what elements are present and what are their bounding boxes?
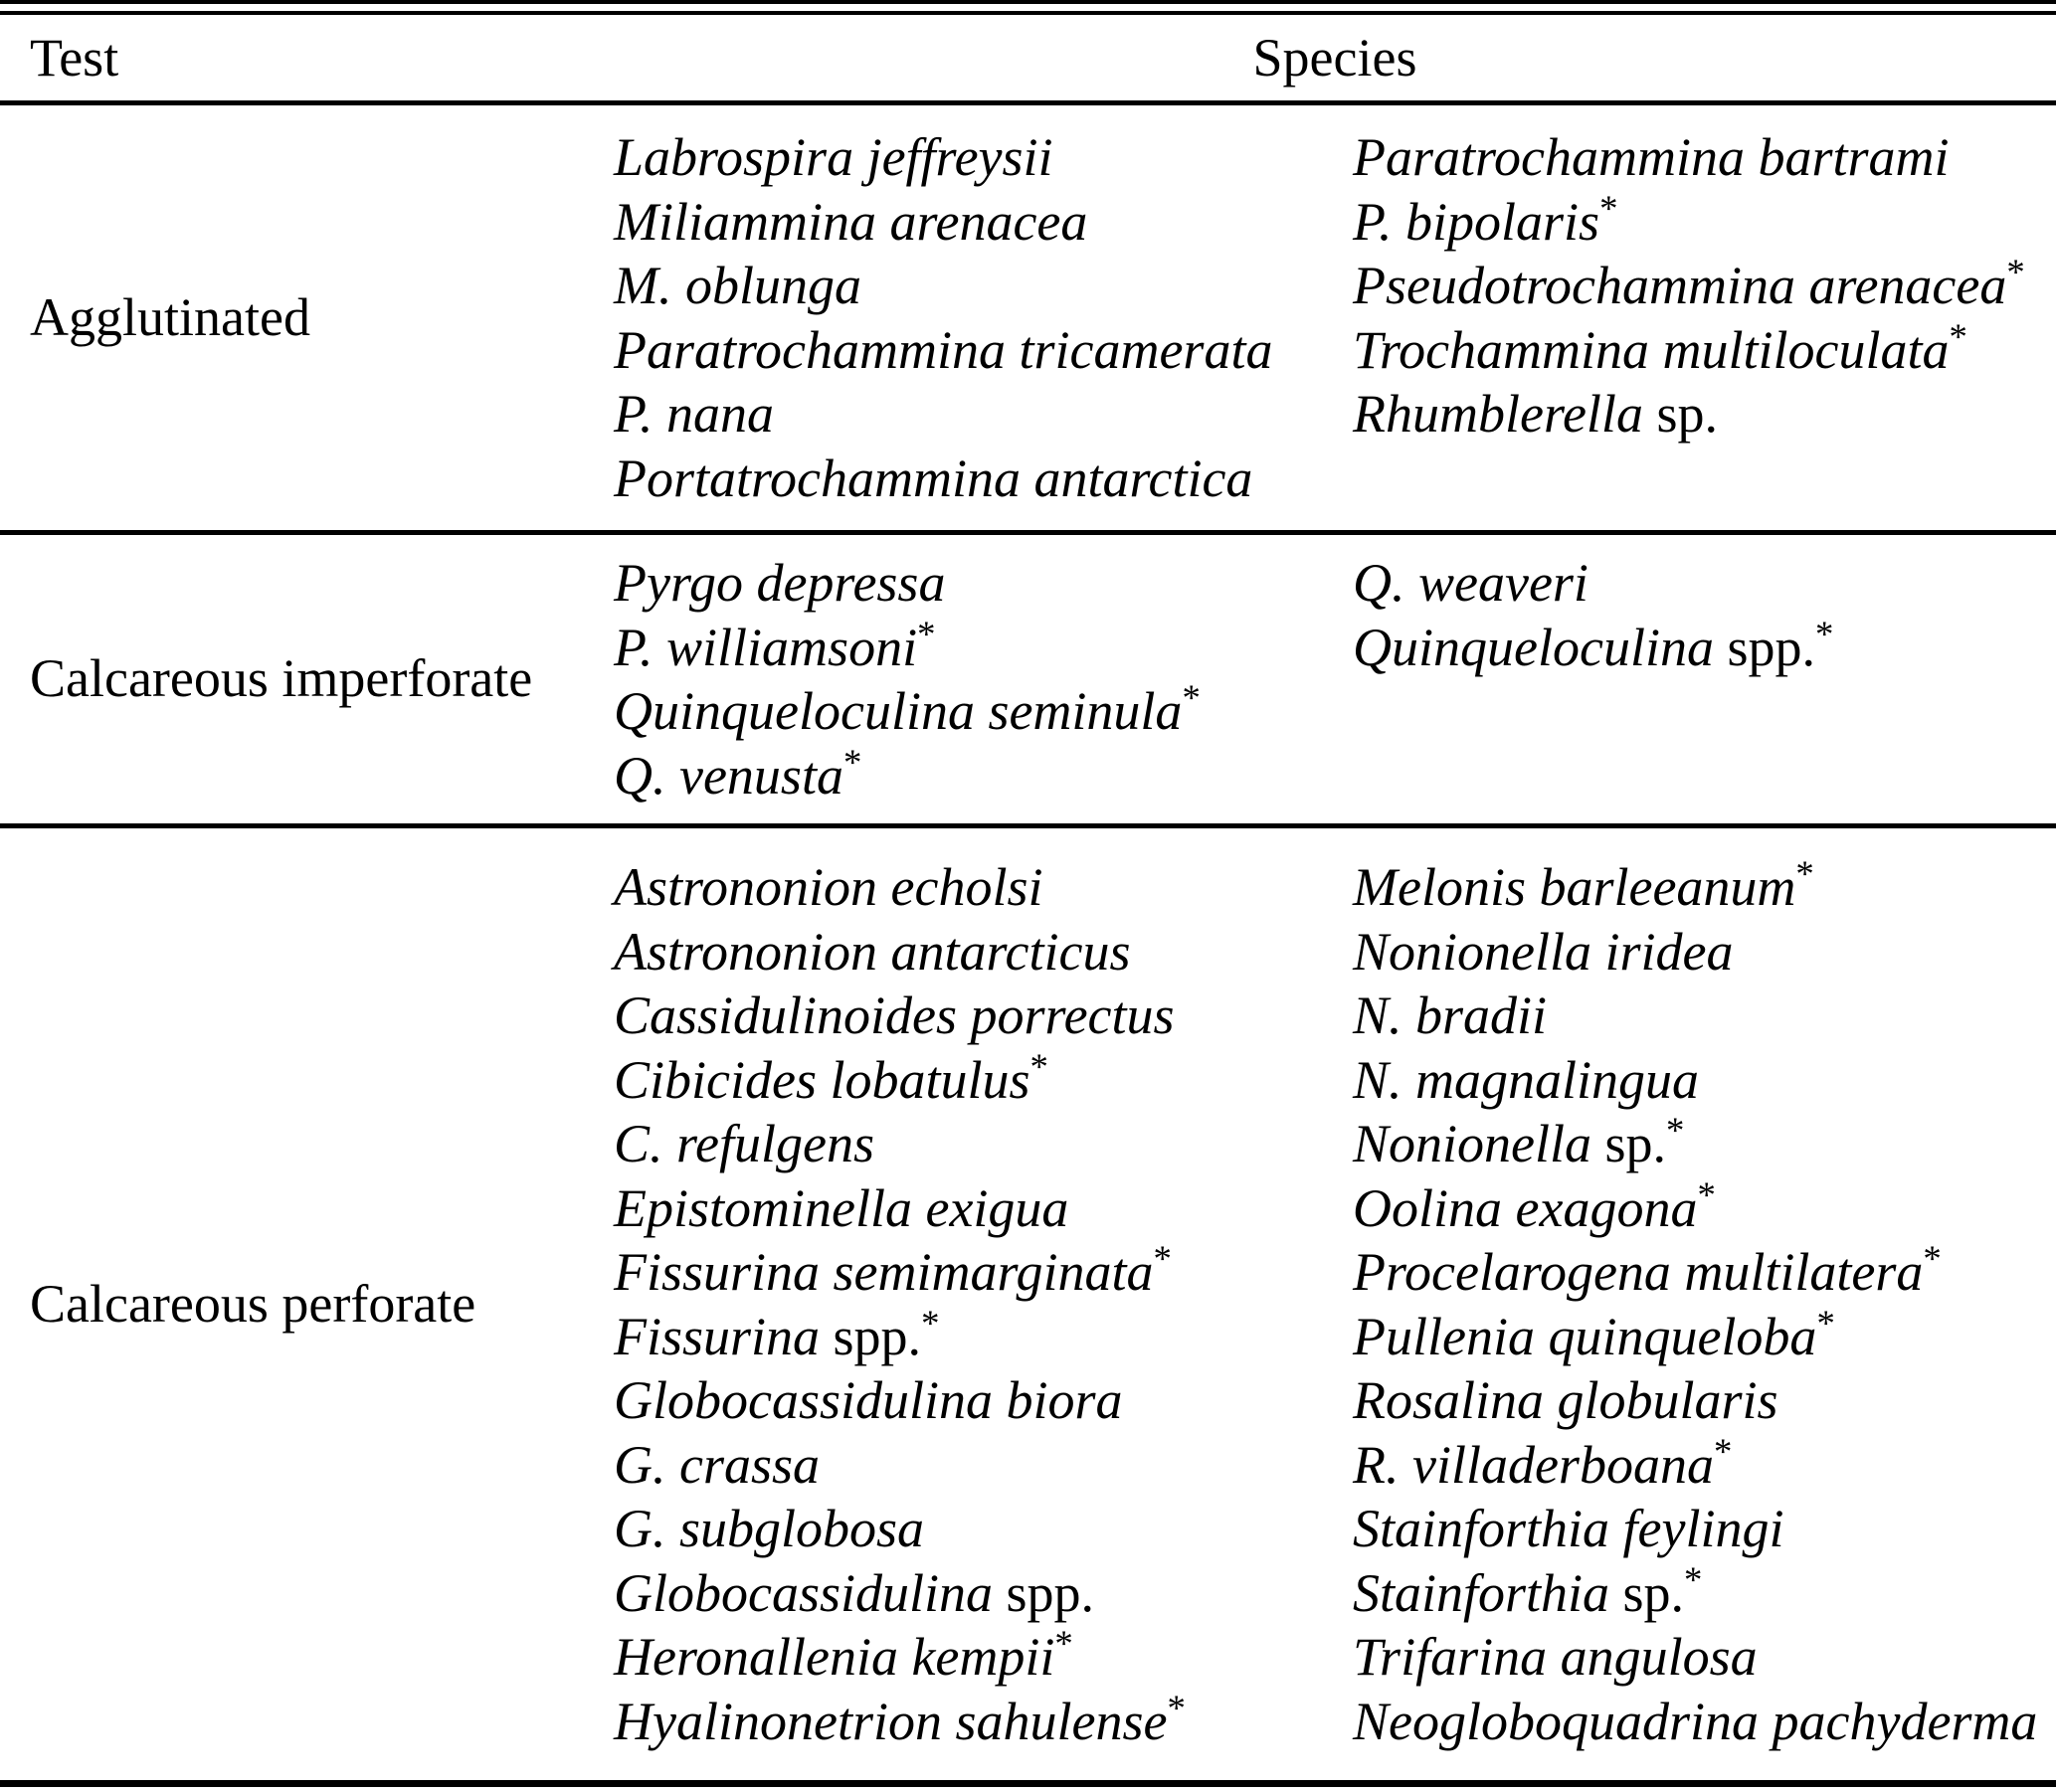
species-item	[1353, 1690, 2056, 1754]
species-suffix-roman: spp.	[993, 1562, 1095, 1623]
test-type-label: Calcareous perforate	[30, 1273, 476, 1334]
species-name-italic: Rhumblerella	[1353, 384, 1643, 444]
species-item	[614, 1433, 1353, 1498]
table-section	[0, 105, 2056, 530]
species-item	[1353, 984, 2056, 1048]
species-name-italic: M. oblunga	[614, 256, 861, 315]
species-name-italic: N. magnalingua	[1353, 1049, 1700, 1110]
species-column-1	[614, 125, 1353, 510]
asterisk-marker: *	[1949, 315, 1967, 357]
species-item	[614, 920, 1353, 985]
species-item	[614, 318, 1353, 383]
species-name-italic: Quinqueloculina	[1353, 617, 1714, 677]
species-item	[1353, 1625, 2056, 1690]
species-item	[614, 190, 1353, 255]
species-name-italic: Procelarogena multilatera	[1353, 1242, 1924, 1302]
column-header-test: Test	[30, 28, 119, 88]
species-item	[614, 382, 1353, 447]
species-item	[1353, 1240, 2056, 1305]
species-name-italic: P. nana	[614, 384, 775, 444]
species-name-italic: Quinqueloculina seminula	[614, 681, 1183, 741]
species-name-italic: Q. weaveri	[1353, 553, 1589, 613]
species-item	[1353, 1048, 2056, 1113]
asterisk-marker: *	[1713, 1430, 1733, 1472]
species-column-2	[1353, 125, 2056, 447]
species-column-1	[614, 551, 1353, 807]
species-item	[1353, 382, 2056, 447]
species-name-italic: Neogloboquadrina pachyderma	[1353, 1691, 2038, 1751]
species-item	[614, 1497, 1353, 1561]
species-name-italic: Globocassidulina biora	[614, 1370, 1123, 1430]
species-item	[614, 855, 1353, 920]
species-item	[1353, 1558, 2056, 1626]
species-item	[1353, 1173, 2056, 1241]
species-item	[1353, 254, 2056, 318]
species-column-2	[1353, 855, 2056, 1753]
species-name-italic: Pseudotrochammina arenacea	[1353, 256, 2007, 315]
species-item	[614, 1112, 1353, 1176]
species-item	[614, 1176, 1353, 1241]
species-item	[1353, 1302, 2056, 1369]
species-name-italic: Stainforthia	[1353, 1562, 1610, 1623]
table-top-rule-gap	[0, 4, 2056, 11]
species-name-italic: Fissurina	[614, 1306, 821, 1366]
test-type-label: Calcareous imperforate	[30, 648, 533, 709]
species-name-italic: Rosalina globularis	[1353, 1370, 1778, 1430]
species-name-italic: G. crassa	[614, 1434, 821, 1495]
species-item	[1353, 125, 2056, 190]
species-column-2	[1353, 551, 2056, 679]
species-name-italic: Trochammina multiloculata	[1353, 319, 1950, 380]
species-item	[614, 613, 1353, 680]
test-type-label: Agglutinated	[30, 286, 310, 347]
table-header-row	[0, 15, 2056, 100]
species-name-italic: Epistominella exigua	[614, 1177, 1069, 1238]
species-name-italic: Paratrochammina tricamerata	[614, 319, 1273, 380]
asterisk-marker: *	[1599, 187, 1618, 229]
species-suffix-roman: sp.	[1609, 1562, 1685, 1623]
species-name-italic: C. refulgens	[614, 1114, 874, 1173]
asterisk-marker: *	[1153, 1238, 1172, 1279]
species-item	[1353, 1368, 2056, 1433]
species-item	[614, 1368, 1353, 1433]
asterisk-marker: *	[1795, 853, 1814, 894]
asterisk-marker: *	[2006, 252, 2025, 292]
species-item	[614, 1561, 1353, 1626]
species-name-italic: N. bradii	[1353, 986, 1548, 1045]
species-name-italic: Labrospira jeffreysii	[614, 127, 1053, 187]
species-suffix-roman: spp.	[1713, 617, 1815, 677]
species-item	[1353, 613, 2056, 680]
species-name-italic: Pyrgo depressa	[614, 553, 946, 613]
asterisk-marker: *	[1167, 1687, 1186, 1728]
species-suffix-roman: sp.	[1591, 1114, 1667, 1173]
species-item	[1353, 1430, 2056, 1498]
table-section	[0, 535, 2056, 823]
species-name-italic: Nonionella iridea	[1353, 921, 1734, 982]
species-item	[614, 1240, 1353, 1305]
species-item	[614, 254, 1353, 318]
species-name-italic: Fissurina semimarginata	[614, 1242, 1154, 1302]
asterisk-marker: *	[1054, 1623, 1073, 1664]
species-name-italic: Portatrochammina antarctica	[614, 448, 1253, 508]
species-column-1	[614, 855, 1353, 1753]
species-item	[1353, 1112, 2056, 1176]
species-name-italic: Q. venusta	[614, 745, 843, 806]
asterisk-marker: *	[1923, 1238, 1942, 1279]
species-item	[1353, 920, 2056, 985]
species-name-italic: Cassidulinoides porrectus	[614, 986, 1175, 1045]
species-suffix-roman: spp.	[820, 1306, 922, 1366]
species-name-italic: R. villaderboana	[1353, 1434, 1714, 1495]
table-body	[0, 105, 2056, 1780]
species-item	[614, 1625, 1353, 1690]
species-item	[614, 447, 1353, 511]
asterisk-marker: *	[1697, 1173, 1716, 1215]
species-name-italic: G. subglobosa	[614, 1499, 925, 1558]
asterisk-marker: *	[1029, 1045, 1048, 1087]
species-name-italic: Pullenia quinqueloba	[1353, 1306, 1817, 1366]
species-item	[614, 679, 1353, 744]
species-item	[1353, 1497, 2056, 1561]
species-item	[614, 125, 1353, 190]
asterisk-marker: *	[1684, 1558, 1703, 1600]
species-item	[614, 1302, 1353, 1369]
asterisk-marker: *	[921, 1302, 940, 1344]
species-name-italic: Nonionella	[1353, 1114, 1591, 1173]
asterisk-marker: *	[1816, 1302, 1835, 1344]
species-name-italic: Miliammina arenacea	[614, 191, 1088, 252]
asterisk-marker: *	[1814, 613, 1834, 654]
asterisk-marker: *	[1182, 677, 1201, 718]
species-name-italic: Globocassidulina	[614, 1562, 994, 1623]
asterisk-marker: *	[917, 613, 936, 654]
asterisk-marker: *	[842, 741, 862, 783]
species-name-italic: Heronallenia kempii	[614, 1627, 1055, 1687]
species-item	[614, 1687, 1353, 1754]
species-name-italic: P. williamsoni	[614, 617, 918, 677]
species-name-italic: Astrononion antarcticus	[614, 921, 1131, 982]
species-name-italic: Astrononion echolsi	[614, 857, 1043, 917]
species-item	[614, 1045, 1353, 1113]
species-name-italic: Cibicides lobatulus	[614, 1049, 1030, 1110]
species-item	[614, 551, 1353, 616]
species-name-italic: Trifarina angulosa	[1353, 1627, 1758, 1687]
species-name-italic: P. bipolaris	[1353, 191, 1600, 252]
species-name-italic: Hyalinonetrion sahulense	[614, 1691, 1168, 1751]
species-item	[1353, 551, 2056, 616]
species-item	[614, 984, 1353, 1048]
column-header-species: Species	[1252, 28, 1417, 88]
species-item	[614, 741, 1353, 808]
asterisk-marker: *	[1666, 1110, 1685, 1151]
table-bottom-rule	[0, 1780, 2056, 1787]
species-item	[1353, 855, 2056, 920]
species-name-italic: Stainforthia feylingi	[1353, 1499, 1784, 1558]
species-item	[1353, 315, 2056, 383]
species-name-italic: Oolina exagona	[1353, 1177, 1698, 1238]
species-item	[1353, 187, 2056, 255]
species-name-italic: Melonis barleeanum	[1353, 857, 1796, 917]
table-section	[0, 828, 2056, 1780]
species-name-italic: Paratrochammina bartrami	[1353, 127, 1950, 187]
species-suffix-roman: sp.	[1642, 384, 1718, 444]
